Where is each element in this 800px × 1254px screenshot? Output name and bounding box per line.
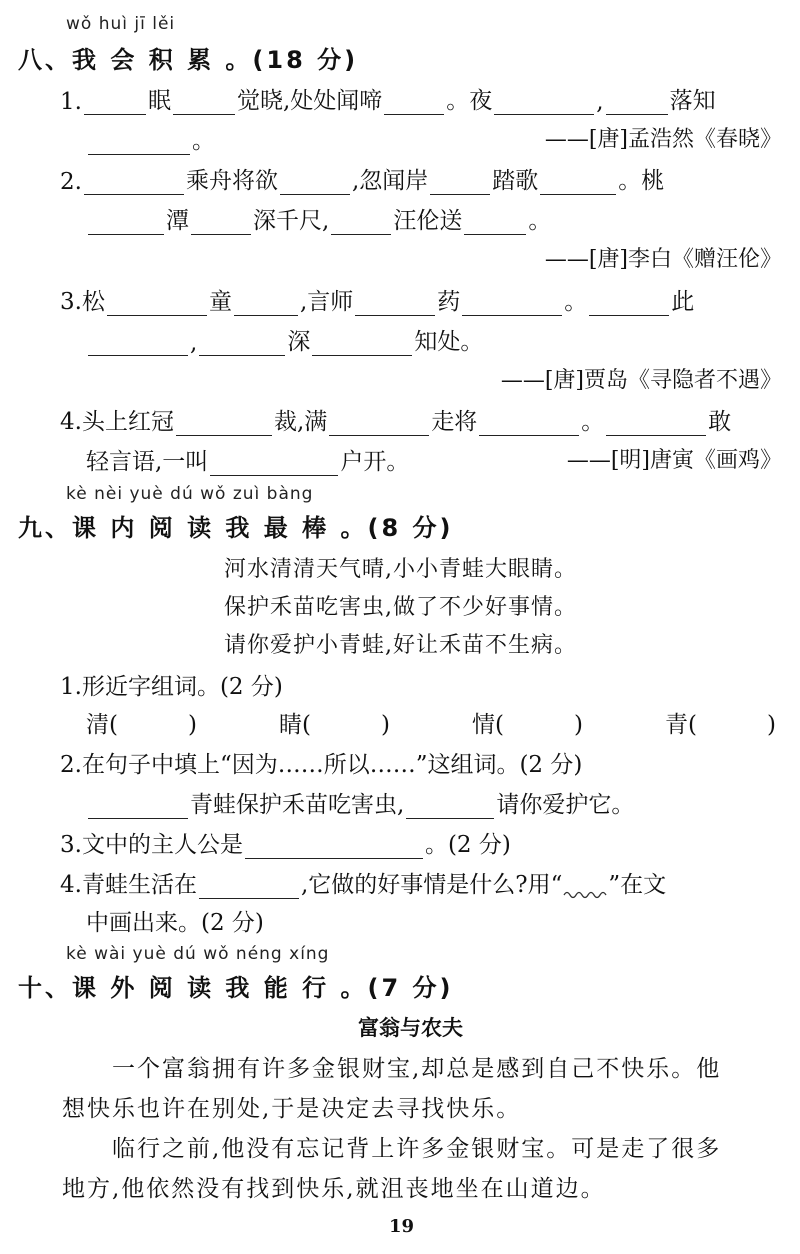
q8-4-line1 [60,403,731,436]
answer-blank[interactable] [88,333,188,356]
section-10-heading: 十、课 外 阅 读 我 能 行 。(7 分) [18,974,454,1002]
answer-blank[interactable] [199,333,285,356]
q-text: 药 [437,289,461,315]
q-text: 敢 [708,409,732,435]
answer-blank[interactable] [312,333,412,356]
q-text: 。夜 [446,88,493,114]
q-text: 眠 [147,88,171,114]
q-text: 走将 [431,409,478,435]
section-9-pinyin: kè nèi yuè dú wǒ zuì bàng [66,484,314,504]
q-text: 3.文中的主人公是 [60,832,243,858]
q9-4-line2 [86,904,264,937]
q-text: 。 [192,128,215,154]
answer-blank[interactable] [234,293,298,316]
answer-blank[interactable] [406,796,494,819]
section-8-pinyin: wǒ huì jī lěi [66,14,176,34]
q-text: 潭 [166,208,189,234]
q-text: 。(2 分) [424,832,511,858]
answer-blank[interactable] [329,413,429,436]
answer-blank[interactable] [173,92,235,115]
answer-blank[interactable] [540,172,616,195]
answer-blank[interactable] [280,172,350,195]
q-text: 深千尺, [253,208,330,234]
story-title: 富翁与农夫 [358,1016,463,1040]
q9-1-answers [86,706,776,739]
q-text: , [190,330,198,356]
answer-blank[interactable] [199,876,299,899]
answer-blank[interactable] [245,836,423,859]
q-number: 1. [60,89,82,115]
paragraph-line: 想快乐也许在别处,于是决定去寻找快乐。 [62,1096,522,1122]
q-number: 3.松 [60,289,105,315]
word-group[interactable]: 睛( ) [279,712,390,738]
q-text: 轻言语,一叫 [86,449,209,475]
answer-blank[interactable] [462,293,562,316]
section-10-pinyin: kè wài yuè dú wǒ néng xíng [66,944,330,964]
q8-2-line2 [86,202,551,235]
section-9-heading: 九、课 内 阅 读 我 最 棒 。(8 分) [18,514,454,542]
answer-blank[interactable] [464,212,526,235]
answer-blank[interactable] [384,92,444,115]
paragraph-line: 临行之前,他没有忘记背上许多金银财宝。可是走了很多 [112,1136,722,1162]
word-group[interactable]: 青( ) [665,712,776,738]
answer-blank[interactable] [88,212,164,235]
q-text: 2.在句子中填上“因为……所以……”这组词。(2 分) [60,752,583,778]
q8-4-line2 [86,443,409,476]
q-text: 踏歌 [492,168,539,194]
answer-blank[interactable] [494,92,594,115]
q-number: 4.头上红冠 [60,409,174,435]
q-text: 汪伦送 [393,208,463,234]
answer-blank[interactable] [191,212,251,235]
q-text: ,忽闻岸 [351,168,429,194]
q-text: , [596,89,604,115]
q-text: 落知 [669,88,716,114]
poem-line: 河水清清天气晴,小小青蛙大眼睛。 [224,557,577,582]
q-text: 中画出来。(2 分) [86,910,264,936]
wavy-underline-icon [562,885,608,899]
q-text: 。桃 [618,168,665,194]
answer-blank[interactable] [107,293,207,316]
q9-1 [60,668,283,701]
q8-1-line1 [60,82,716,115]
answer-blank[interactable] [84,172,184,195]
q-text: 裁,满 [273,409,328,435]
q-text: 青蛙保护禾苗吃害虫, [190,792,405,818]
answer-blank[interactable] [176,413,272,436]
q-text: 此 [671,289,695,315]
q-text: 户开。 [340,449,410,475]
answer-blank[interactable] [606,413,706,436]
answer-blank[interactable] [331,212,391,235]
q-text: ,言师 [299,289,354,315]
q9-2-answer [86,786,634,819]
answer-blank[interactable] [589,293,669,316]
paragraph-line: 地方,他依然没有找到快乐,就沮丧地坐在山道边。 [62,1176,606,1202]
answer-blank[interactable] [355,293,435,316]
poem-source: ——[唐]李白《赠汪伦》 [544,247,782,272]
answer-blank[interactable] [210,453,338,476]
q-text: 深 [287,329,311,355]
q-text: 觉晓,处处闻啼 [236,88,383,114]
q8-3-line1 [60,283,694,316]
q8-1-line2 [86,122,215,155]
q8-3-line2 [86,323,483,356]
q-number: 2. [60,169,82,195]
q9-2 [60,746,582,779]
q9-4-line1 [60,866,666,899]
q-text: 1.形近字组词。(2 分) [60,674,283,700]
answer-blank[interactable] [88,796,188,819]
q8-2-line1 [60,162,664,195]
q9-3 [60,826,511,859]
answer-blank[interactable] [84,92,146,115]
q-text: 知处。 [414,329,484,355]
q-text: 。 [581,409,605,435]
q-text: 童 [208,289,232,315]
section-8-heading: 八、我 会 积 累 。(18 分) [18,46,359,74]
q-text: ”在文 [608,872,667,898]
q-text: 。 [564,289,588,315]
poem-source: ——[唐]孟浩然《春晓》 [544,127,782,152]
answer-blank[interactable] [430,172,490,195]
poem-line: 请你爱护小青蛙,好让禾苗不生病。 [224,633,577,658]
q-text: ,它做的好事情是什么?用“ [300,872,563,898]
poem-line: 保护禾苗吃害虫,做了不少好事情。 [224,595,577,620]
poem-source: ——[明]唐寅《画鸡》 [566,448,782,473]
q-text: 请你爱护它。 [496,792,635,818]
q-text: 乘舟将欲 [185,168,278,194]
q-text: 。 [528,208,552,234]
q-text: 4.青蛙生活在 [60,872,197,898]
word-group[interactable]: 情( ) [472,712,583,738]
answer-blank[interactable] [606,92,668,115]
answer-blank[interactable] [88,132,190,155]
page-number: 19 [389,1216,415,1237]
word-group[interactable]: 清( ) [86,712,197,738]
paragraph-line: 一个富翁拥有许多金银财宝,却总是感到自己不快乐。他 [112,1056,722,1082]
answer-blank[interactable] [479,413,579,436]
poem-source: ——[唐]贾岛《寻隐者不遇》 [500,368,782,393]
